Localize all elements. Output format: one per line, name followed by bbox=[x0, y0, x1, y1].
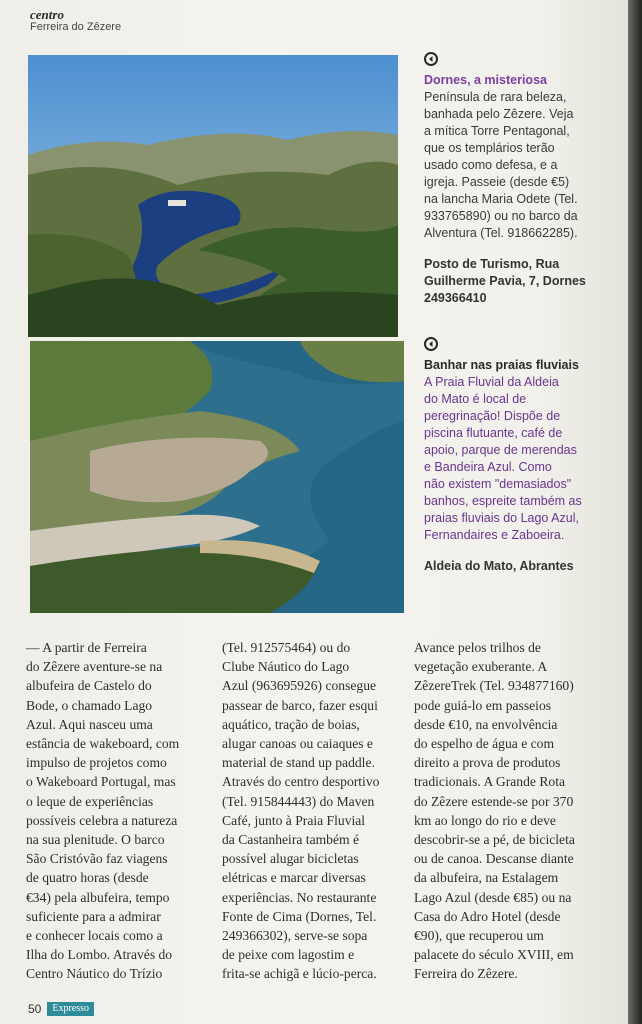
page-edge-shadow bbox=[628, 0, 642, 1024]
page-header bbox=[30, 8, 121, 33]
left-arrow-circle-icon bbox=[424, 337, 438, 351]
photo-dornes-valley bbox=[28, 55, 398, 337]
brand-logo: Expresso bbox=[47, 1002, 94, 1016]
section-label: centro bbox=[30, 7, 64, 22]
sidebar-body: Península de rara beleza, banhada pelo Zêzere. Veja a mítica Torre Pentagonal, que os templários terão usado como defesa, e a igreja. Passeie (desde €5) na lancha Maria Odete (Tel. 933765890) ou no barco da Alventura (Tel. 918662285). bbox=[424, 90, 578, 240]
sidebar-praias bbox=[424, 337, 612, 575]
article-column-1: — A partir de Ferreira do Zêzere aventure-se na albufeira de Castelo do Bode, o chamado Lago Azul. Aqui nasceu uma estância de wakeboard, com impulso de projetos como o Wakeboard Portugal, mas o leque de experiências possíveis celebra a natureza na sua plenitude. O barco São Cristóvão faz viagens de quatro horas (desde €34) pela albufeira, tempo suficiente para a admirar e conhecer locais como a Ilha do Lombo. Através do Centro Náutico do Trízio bbox=[26, 640, 180, 982]
sidebar-address: Posto de Turismo, Rua Guilherme Pavia, 7, Dornes 249366410 bbox=[424, 257, 586, 305]
sidebar-dornes bbox=[424, 52, 612, 307]
article-column-2: (Tel. 912575464) ou do Clube Náutico do Lago Azul (963695926) consegue passear de barco, fazer esqui aquático, tração de boias, alugar canoas ou caiaques e material de stand up paddle. Através do centro desportivo (Tel. 915844443) do Maven Café, junto à Praia Fluvial da Castanheira também é possível alugar bicicletas elétricas e marcar diversas experiências. No restaurante Fonte de Cima (Dornes, Tel. 249366302), serve-se sopa de peixe com lagostim e frita-se achigã e lúcio-perca. bbox=[222, 640, 380, 982]
page-footer bbox=[28, 1002, 94, 1016]
article-column-3: Avance pelos trilhos de vegetação exuberante. A ZêzereTrek (Tel. 934877160) pode guiá-lo em passeios desde €10, na envolvência do espelho de água e com direito a prova de produtos tradicionais. A Grande Rota do Zêzere estende-se por 370 km ao longo do rio e deve descobrir-se a pé, de bicicleta ou de canoa. Descanse diante da albufeira, na Estalagem Lago Azul (desde €85) ou na Casa do Adro Hotel (desde €90), que recuperou um palacete do século XVIII, em Ferreira do Zêzere. bbox=[414, 640, 575, 982]
page-number: 50 bbox=[28, 1002, 42, 1016]
photo-aldeia-do-mato bbox=[30, 341, 404, 613]
sidebar-address: Aldeia do Mato, Abrantes bbox=[424, 559, 574, 573]
sidebar-title: Dornes, a misteriosa bbox=[424, 73, 547, 87]
place-label: Ferreira do Zêzere bbox=[30, 20, 122, 33]
left-arrow-circle-icon bbox=[424, 52, 438, 66]
sidebar-title: Banhar nas praias fluviais bbox=[424, 358, 579, 372]
sidebar-body: A Praia Fluvial da Aldeia do Mato é local de peregrinação! Dispõe de piscina flutuante, café de apoio, parque de merendas e Bandeira Azul. Como não existem "demasiados" banhos, espreite também as praias fluviais do Lago Azul, Fernandaires e Zaboeira. bbox=[424, 375, 582, 542]
